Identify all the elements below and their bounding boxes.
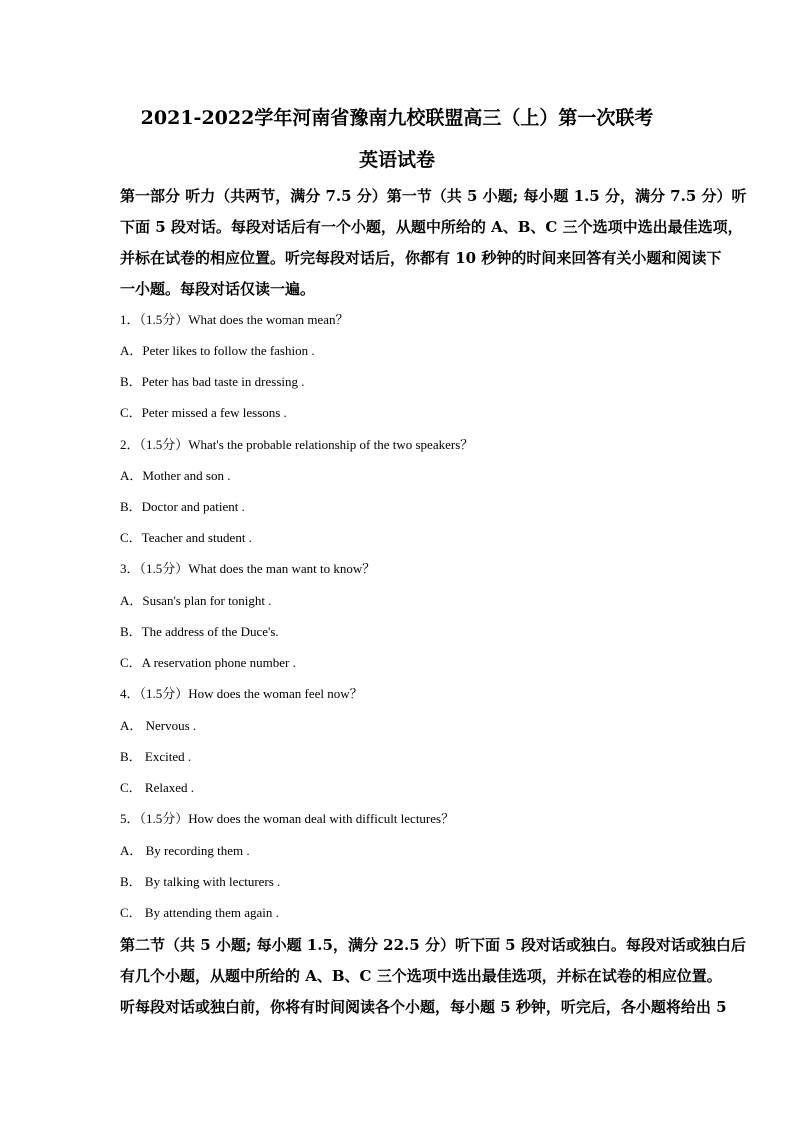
question-1-option-c: C．Peter missed a few lessons .	[120, 405, 287, 420]
instruction-line: 第二节（共 5 小题; 每小题 1.5，满分 22.5 分）听下面 5 段对话或独白。每段对话或独白后	[120, 936, 746, 954]
question-4-option-a: A． Nervous .	[120, 718, 197, 733]
question-3-stem: 3．（1.5分）What does the man want to know？	[120, 561, 376, 576]
question-4-option-b: B． Excited .	[120, 749, 192, 764]
question-4-option-c: C． Relaxed .	[120, 780, 195, 795]
question-2-option-a: A．Mother and son .	[120, 468, 231, 483]
instruction-line: 第一部分 听力（共两节，满分 7.5 分）第一节（共 5 小题; 每小题 1.5 分，满分 7.5 分）听	[120, 187, 747, 205]
exam-subtitle: 英语试卷	[358, 149, 435, 171]
instruction-line: 下面 5 段对话。每段对话后有一个小题，从题中所给的 A、B、C 三个选项中选出最佳选项，	[120, 218, 743, 236]
instruction-line: 并标在试卷的相应位置。听完每段对话后，你都有 10 秒钟的时间来回答有关小题和阅读下	[120, 249, 722, 267]
question-3-option-a: A．Susan's plan for tonight .	[120, 593, 272, 608]
question-3-option-b: B．The address of the Duce's.	[120, 624, 279, 639]
question-3-option-c: C．A reservation phone number .	[120, 655, 296, 670]
instruction-line: 听每段对话或独白前，你将有时间阅读各个小题，每小题 5 秒钟，听完后，各小题将给出 5	[120, 998, 727, 1016]
question-5-option-a: A． By recording them .	[120, 843, 250, 858]
question-1-stem: 1．（1.5分）What does the woman mean？	[120, 312, 349, 327]
exam-title: 2021-2022学年河南省豫南九校联盟高三（上）第一次联考	[140, 107, 654, 129]
question-5-option-b: B． By talking with lecturers .	[120, 874, 281, 889]
question-2-option-b: B．Doctor and patient .	[120, 499, 245, 514]
question-4-stem: 4．（1.5分）How does the woman feel now？	[120, 686, 363, 701]
question-1-option-a: A．Peter likes to follow the fashion .	[120, 343, 315, 358]
question-1-option-b: B．Peter has bad taste in dressing .	[120, 374, 305, 389]
listening-section-instructions	[120, 181, 747, 305]
question-2-option-c: C．Teacher and student .	[120, 530, 252, 545]
instruction-line: 有几个小题，从题中所给的 A、B、C 三个选项中选出最佳选项，并标在试卷的相应位置。	[120, 967, 722, 985]
question-2-stem: 2．（1.5分）What's the probable relationship of the two speakers？	[120, 437, 474, 452]
instruction-line: 一小题。每段对话仅读一遍。	[120, 280, 316, 298]
question-5-option-c: C． By attending them again .	[120, 905, 279, 920]
question-5-stem: 5．（1.5分）How does the woman deal with difficult lectures？	[120, 811, 455, 826]
listening-section-2-instructions	[120, 930, 746, 1023]
